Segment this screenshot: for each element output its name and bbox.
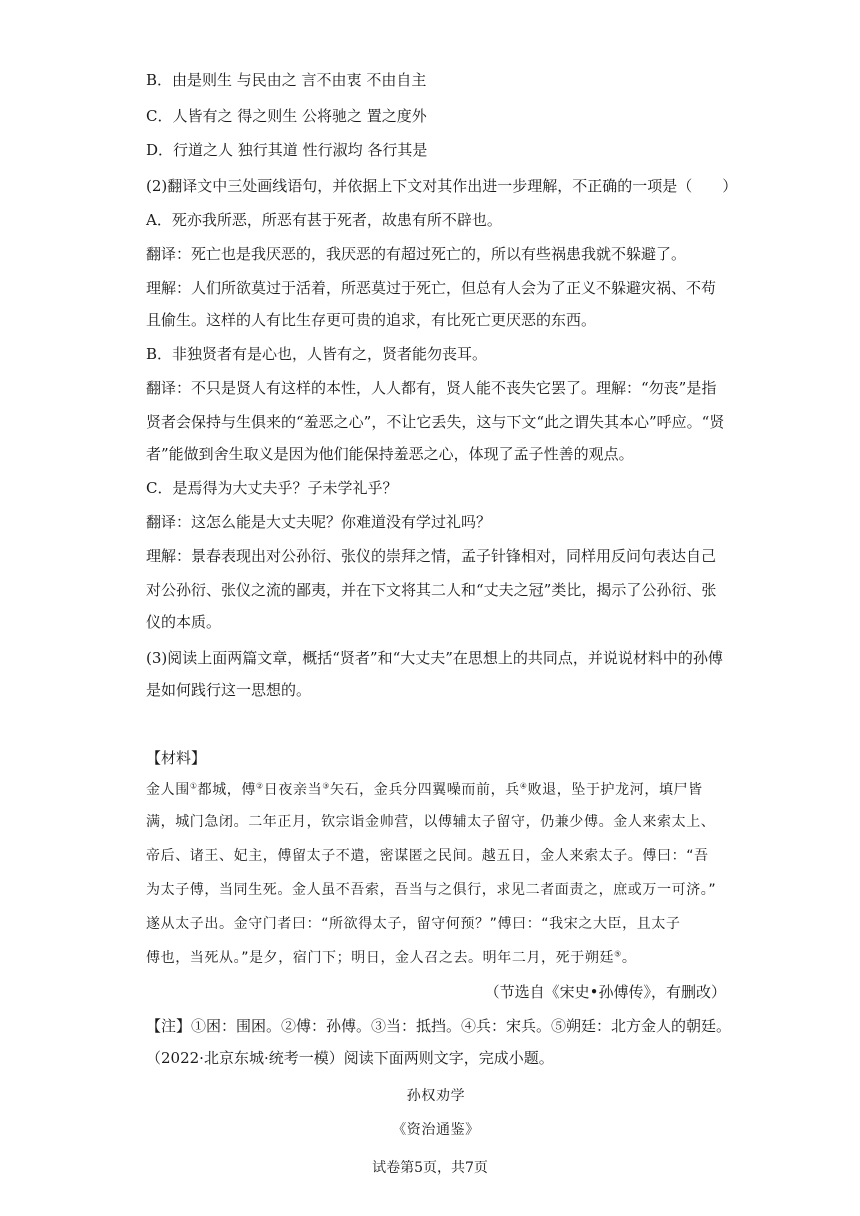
q2-a-understanding-2: 且偷生。这样的人有比生存更可贵的追求，有比死亡更厌恶的东西。 [146, 311, 597, 329]
q2-a-translation: 翻译：死亡也是我厌恶的，我厌恶的有超过死亡的，所以有些祸患我就不躲避了。 [146, 245, 687, 263]
passage-title: 孙权劝学 [406, 1088, 466, 1104]
q2-c-understanding-1: 理解：景春表现出对公孙衍、张仪的崇拜之情，孟子针锋相对，同样用反问句表达自己 [146, 547, 717, 565]
q2-b-text-2: 贤者会保持与生俱来的“羞恶之心”，不让它丢失，这与下文“此之谓失其本心”呼应。“贤 [146, 413, 725, 431]
next-question-intro: （2022·北京东城·统考一模）阅读下面两则文字，完成小题。 [146, 1049, 554, 1067]
option-d: D．行道之人 独行其道 性行淑均 各行其是 [146, 141, 428, 159]
material-source: （节选自《宋史•孙傅传》，有删改） [484, 983, 726, 1001]
option-b: B．由是则生 与民由之 言不由衷 不由自主 [146, 71, 427, 89]
q2-c-understanding-2: 对公孙衍、张仪之流的鄙夷，并在下文将其二人和“丈夫之冠”类比，揭示了公孙衍、张 [146, 581, 717, 599]
material-line-1: 金人围①都城，傅②日夜亲当③矢石，金兵分四翼噪而前，兵④败退，坠于护龙河，填尸皆 [146, 781, 703, 798]
q2-option-b: B．非独贤者有是心也，人皆有之，贤者能勿丧耳。 [146, 345, 488, 363]
material-line-4: 为太子傅，当同生死。金人虽不吾索，吾当与之俱行，求见二者面责之，庶或万一可济。” [146, 882, 717, 898]
option-c: C．人皆有之 得之则生 公将驰之 置之度外 [146, 107, 427, 125]
material-line-5: 遂从太子出。金守门者曰：“所欲得太子，留守何预？”傅曰：“我宋之大臣，且太子 [146, 916, 681, 932]
material-line-3: 帝后、诸王、妃主，傅留太子不遣，密谋匿之民间。越五日，金人来索太子。傅曰：“吾 [146, 848, 709, 864]
question-3-line-2: 是如何践行这一思想的。 [146, 681, 312, 699]
question-2-stem: (2)翻译文中三处画线语句，并依据上下文对其作出进一步理解，不正确的一项是（ ） [146, 177, 738, 195]
passage-source: 《资治通鉴》 [392, 1122, 480, 1138]
q2-option-a: A．死亦我所恶，所恶有甚于死者，故患有所不辟也。 [146, 211, 502, 229]
question-3-line-1: (3)阅读上面两篇文章，概括“贤者”和“大丈夫”在思想上的共同点，并说说材料中的孙傅 [146, 649, 723, 667]
material-line-6: 傅也，当死从。”是夕，宿门下；明日，金人召之去。明年二月，死于朔廷⑤。 [146, 949, 637, 966]
q2-b-text-3: 者”能做到舍生取义是因为他们能保持羞恶之心，体现了孟子性善的观点。 [146, 445, 634, 463]
material-line-2: 满，城门急闭。二年正月，钦宗诣金帅营，以傅辅太子留守，仍兼少傅。金人来索太上、 [146, 814, 716, 830]
page-footer: 试卷第5页，共7页 [372, 1160, 488, 1176]
footnote: 【注】①困：围困。②傅：孙傅。③当：抵挡。④兵：宋兵。⑤朔廷：北方金人的朝廷。 [146, 1017, 732, 1035]
q2-c-translation: 翻译：这怎么能是大丈夫呢？你难道没有学过礼吗？ [146, 513, 492, 531]
material-heading: 【材料】 [146, 749, 207, 767]
q2-option-c: C．是焉得为大丈夫乎？子未学礼乎？ [146, 479, 398, 497]
q2-a-understanding-1: 理解：人们所欲莫过于活着，所恶莫过于死亡，但总有人会为了正义不躲避灾祸、不苟 [146, 279, 717, 297]
q2-c-understanding-3: 仪的本质。 [146, 613, 222, 631]
q2-b-text-1: 翻译：不只是贤人有这样的本性，人人都有，贤人能不丧失它罢了。理解：“勿丧”是指 [146, 379, 717, 397]
